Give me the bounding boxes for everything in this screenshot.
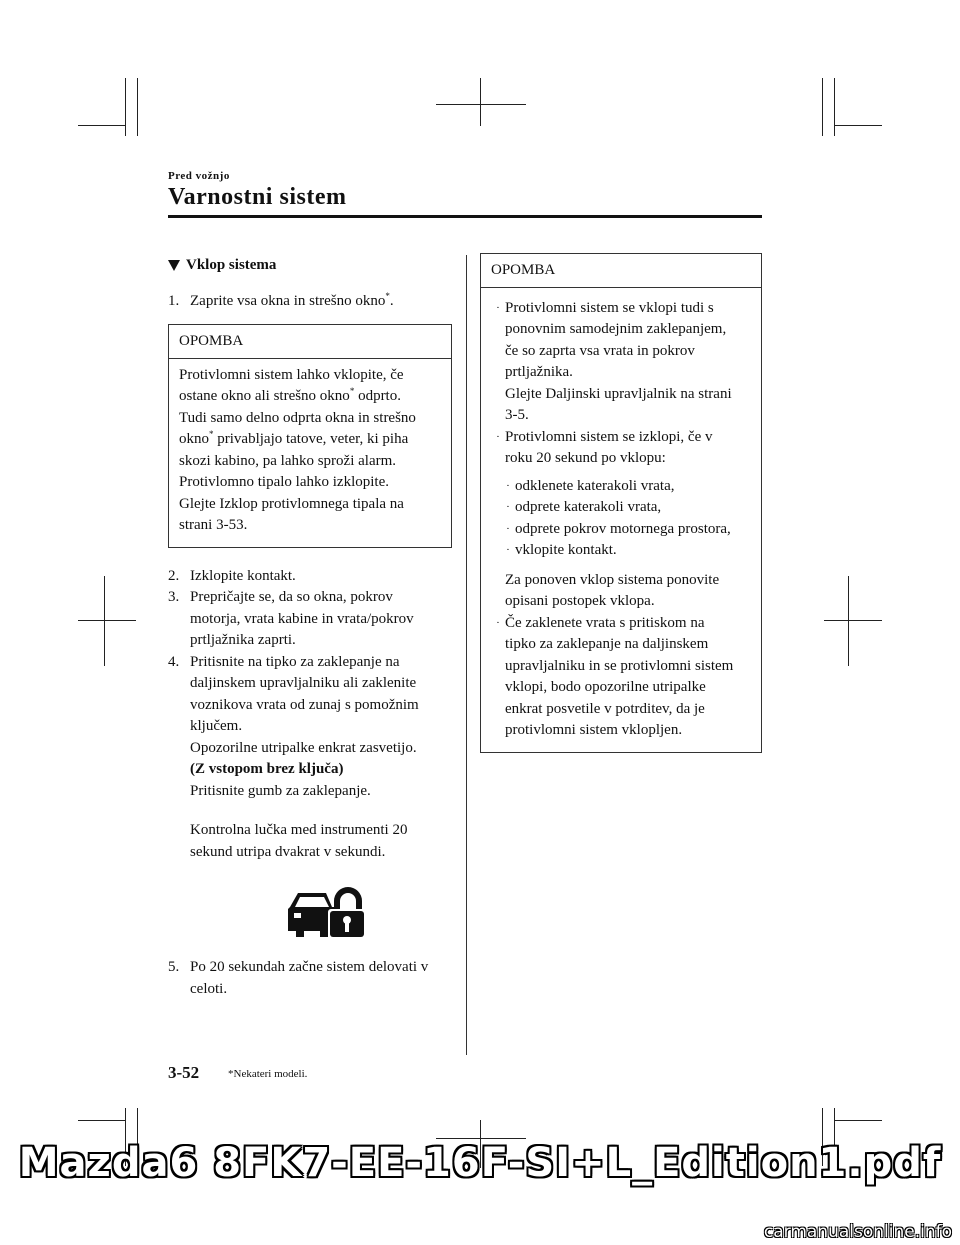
page-number: 3-52 <box>168 1063 200 1082</box>
note-box <box>168 324 452 548</box>
bullet-line: Če zaklenete vrata s pritiskom na <box>505 614 705 631</box>
note-line: Tudi samo delno odprta okna in strešno <box>179 409 416 426</box>
step-line: Po 20 sekundah začne sistem delovati v <box>190 959 429 975</box>
note-line <box>179 429 441 451</box>
list-item <box>501 519 751 541</box>
step-number: 4. <box>168 653 180 670</box>
list-item <box>501 476 751 498</box>
step-line: celoti. <box>190 980 228 997</box>
step-text <box>190 652 452 958</box>
note-line <box>179 386 441 408</box>
bullet-icon: · <box>506 501 510 513</box>
bullet-line: Protivlomni sistem se izklopi, če v <box>505 428 713 445</box>
bullet-icon: · <box>496 616 500 629</box>
list-item-text: odprete pokrov motornega prostora, <box>515 520 731 537</box>
note-line: Protivlomno tipalo lahko izklopite. <box>179 474 389 490</box>
paragraph-line: opisani postopek vklopa. <box>505 593 655 609</box>
triangle-down-icon <box>168 260 180 271</box>
condition-list <box>491 476 751 562</box>
crop-mark <box>78 620 136 621</box>
note-line: Protivlomni sistem lahko vklopite, če <box>179 366 404 383</box>
step-2 <box>168 566 452 588</box>
keyless-heading: (Z vstopom brez ključa) <box>190 761 344 777</box>
note-line-tail: privabljajo tatove, veter, ki piha <box>213 431 409 447</box>
step-line: motorja, vrata kabine in vrata/pokrov <box>190 610 414 627</box>
spacer <box>190 802 452 820</box>
note-line-text: okno <box>179 431 209 447</box>
crop-mark <box>834 78 835 136</box>
crop-mark <box>137 78 138 136</box>
list-item-text: vklopite kontakt. <box>515 542 617 558</box>
note-line: Glejte Izklop protivlomnega tipala na <box>179 495 404 512</box>
note-header: OPOMBA <box>481 254 761 288</box>
step-3 <box>168 587 452 652</box>
step-text <box>190 291 452 313</box>
repeat-instruction <box>491 570 751 613</box>
bullet-line: upravljalniku in se protivlomni sistem <box>505 657 734 674</box>
step-line: Pritisnite na tipko za zaklepanje na <box>190 653 400 670</box>
bullet-icon: · <box>506 522 510 535</box>
step-number: 2. <box>168 567 180 584</box>
bullet-line: če so zaprta vsa vrata in pokrov <box>505 342 695 359</box>
list-item <box>501 497 751 519</box>
crop-mark <box>125 78 126 136</box>
step-line: Kontrolna lučka med instrumenti 20 <box>190 822 408 838</box>
document-filename: Mazda6 8FK7-EE-16F-SI+L_Edition1.pdf <box>18 1140 942 1186</box>
note-header: OPOMBA <box>169 325 451 359</box>
crop-mark <box>848 576 849 666</box>
step-number: 3. <box>168 589 180 605</box>
footnote-mark: * <box>349 386 355 396</box>
step-4 <box>168 652 452 958</box>
crop-mark <box>436 104 526 105</box>
step-text <box>190 957 452 1000</box>
watermark-site: carmanualsonline.info <box>763 1222 952 1242</box>
step-line: voznikova vrata od zunaj s pomožnim <box>190 696 419 713</box>
left-column <box>168 255 452 1000</box>
step-1-end: . <box>389 292 394 309</box>
list-item-text: odklenete katerakoli vrata, <box>515 477 675 494</box>
step-number: 5. <box>168 959 180 975</box>
step-text: Izklopite kontakt. <box>190 567 296 584</box>
right-column <box>480 253 762 771</box>
bullet-icon: · <box>506 479 510 492</box>
crop-mark <box>78 125 126 126</box>
step-line: Pritisnite gumb za zaklepanje. <box>190 782 371 799</box>
step-line: ključem. <box>190 718 243 734</box>
note-bullet <box>491 613 751 742</box>
step-number: 1. <box>168 292 180 309</box>
subheading-text: Vklop sistema <box>186 257 277 273</box>
note-box <box>480 253 762 753</box>
crop-mark <box>834 1120 882 1121</box>
subheading <box>168 255 452 277</box>
step-line: daljinskem upravljalniku ali zaklenite <box>190 675 417 691</box>
step-1 <box>168 291 452 313</box>
bullet-line: Glejte Daljinski upravljalnik na strani <box>505 385 732 402</box>
bullet-line: vklopi, bodo opozorilne utripalke <box>505 679 706 695</box>
bullet-line: protivlomni sistem vklopljen. <box>505 722 683 738</box>
bullet-line: 3-5. <box>505 407 529 423</box>
step-1-text: Zaprite vsa okna in strešno okno <box>190 292 386 309</box>
column-divider <box>466 255 467 1055</box>
note-line-text: ostane okno ali strešno okno <box>179 388 350 404</box>
bullet-text <box>505 427 712 470</box>
note-line: skozi kabino, pa lahko sproži alarm. <box>179 452 397 469</box>
bullet-line: enkrat posvetile v potrditev, da je <box>505 700 705 717</box>
paragraph-line: Za ponoven vklop sistema ponovite <box>505 571 720 588</box>
crop-mark <box>436 1138 526 1139</box>
note-bullet <box>491 427 751 470</box>
step-line: Prepričajte se, da so okna, pokrov <box>190 589 393 605</box>
chapter-label: Pred vožnjo <box>168 170 230 182</box>
step-line: sekund utripa dvakrat v sekundi. <box>190 843 386 860</box>
title-divider <box>168 215 762 218</box>
step-line: prtljažnika zaprti. <box>190 632 296 648</box>
bullet-icon: · <box>506 544 510 556</box>
bullet-text <box>505 298 732 427</box>
note-line-tail: odprto. <box>354 388 401 404</box>
bullet-line: prtljažnika. <box>505 364 573 380</box>
footnote-mark: * <box>209 429 214 439</box>
crop-mark <box>834 125 882 126</box>
crop-mark <box>824 620 882 621</box>
crop-mark <box>78 1120 126 1121</box>
bullet-line: Protivlomni sistem se vklopi tudi s <box>505 299 714 316</box>
crop-mark <box>104 576 105 666</box>
bullet-line: tipko za zaklepanje na daljinskem <box>505 636 709 652</box>
bullet-icon: · <box>496 430 500 443</box>
bullet-line: roku 20 sekund po vklopu: <box>505 450 666 466</box>
step-line: Opozorilne utripalke enkrat zasvetijo. <box>190 739 417 756</box>
note-bullet <box>491 298 751 427</box>
note-line: strani 3-53. <box>179 517 248 533</box>
crop-mark <box>480 78 481 126</box>
list-item-text: odprete katerakoli vrata, <box>515 499 662 515</box>
step-text <box>190 587 452 652</box>
bullet-icon: · <box>496 301 500 314</box>
note-body <box>481 288 761 752</box>
note-body <box>169 359 451 547</box>
crop-mark <box>822 78 823 136</box>
bullet-text <box>505 613 733 742</box>
step-5 <box>168 957 452 1000</box>
page-title: Varnostni sistem <box>168 184 347 210</box>
footnote: *Nekateri modeli. <box>228 1068 308 1080</box>
bullet-line: ponovnim samodejnim zaklepanjem, <box>505 321 727 337</box>
car-lock-icon <box>284 885 366 941</box>
list-item <box>501 540 751 562</box>
footnote-mark: * <box>385 290 390 301</box>
